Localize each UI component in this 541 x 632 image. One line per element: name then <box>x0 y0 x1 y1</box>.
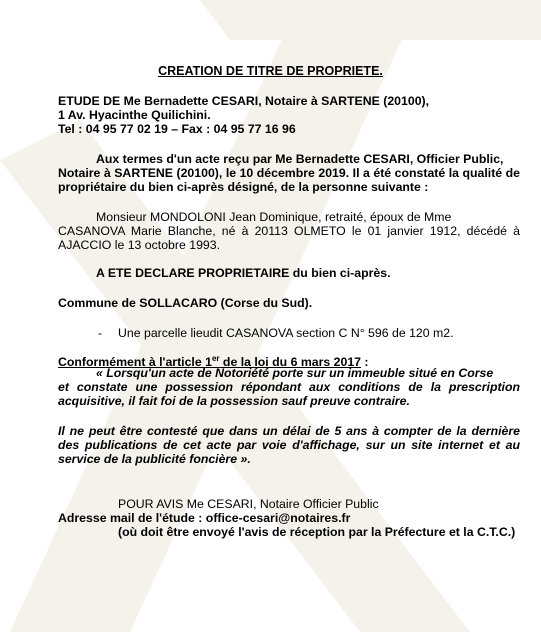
person-first-line: Monsieur MONDOLONI Jean Dominique, retraité, époux de Mme <box>96 210 452 224</box>
email-line: Adresse mail de l'étude : office-cesari@notaires.fr <box>58 511 351 525</box>
intro-paragraph: Notaire à SARTENE (20100), le 10 décembre 2019. Il a été constaté la qualité de propriétaire du bien ci-après désigné, de la personne suivante : <box>58 166 520 194</box>
quote2-paragraph: Il ne peut être contesté que dans un délai de 5 ans à compter de la dernière des publications de cet acte par voie d'affichage, sur un site internet et au service de la publicité foncière ». <box>58 424 520 466</box>
document-title: CREATION DE TITRE DE PROPRIETE. <box>158 64 383 78</box>
parcel-text: Une parcelle lieudit CASANOVA section C N° 596 de 120 m2. <box>118 326 454 340</box>
reception-note: (où doit être envoyé l'avis de réception par la Préfecture et la C.T.C.) <box>118 525 516 539</box>
quote1-paragraph: et constate une possession répondant aux conditions de la prescription acquisitive, il fait foi de la possession sauf preuve contraire. <box>58 380 520 408</box>
quote1-first-line: « Lorsqu'un acte de Notoriété porte sur un immeuble situé en Corse <box>96 366 494 380</box>
parcel-bullet: - <box>98 326 103 340</box>
etude-line-1: ETUDE DE Me Bernadette CESARI, Notaire à SARTENE (20100), <box>58 94 430 108</box>
avis-line: POUR AVIS Me CESARI, Notaire Officier Public <box>118 497 379 511</box>
etude-line-3: Tel : 04 95 77 02 19 – Fax : 04 95 77 16 96 <box>58 122 296 136</box>
law-suffix: de la loi du 6 mars 2017 <box>219 355 361 370</box>
law-superscript: er <box>211 354 220 363</box>
intro-first-line: Aux termes d'un acte reçu par Me Bernadette CESARI, Officier Public, <box>96 152 504 166</box>
commune-line: Commune de SOLLACARO (Corse du Sud). <box>58 296 313 310</box>
etude-line-2: 1 Av. Hyacinthe Quilichini. <box>58 108 211 122</box>
person-paragraph: CASANOVA Marie Blanche, né à 20113 OLMETO le 01 janvier 1912, décédé à AJACCIO le 13 octobre 1993. <box>58 224 520 252</box>
law-prefix: Conformément à l'article 1 <box>58 355 212 370</box>
law-colon: : <box>361 355 369 370</box>
declared-line: A ETE DECLARE PROPRIETAIRE du bien ci-après. <box>96 266 391 280</box>
